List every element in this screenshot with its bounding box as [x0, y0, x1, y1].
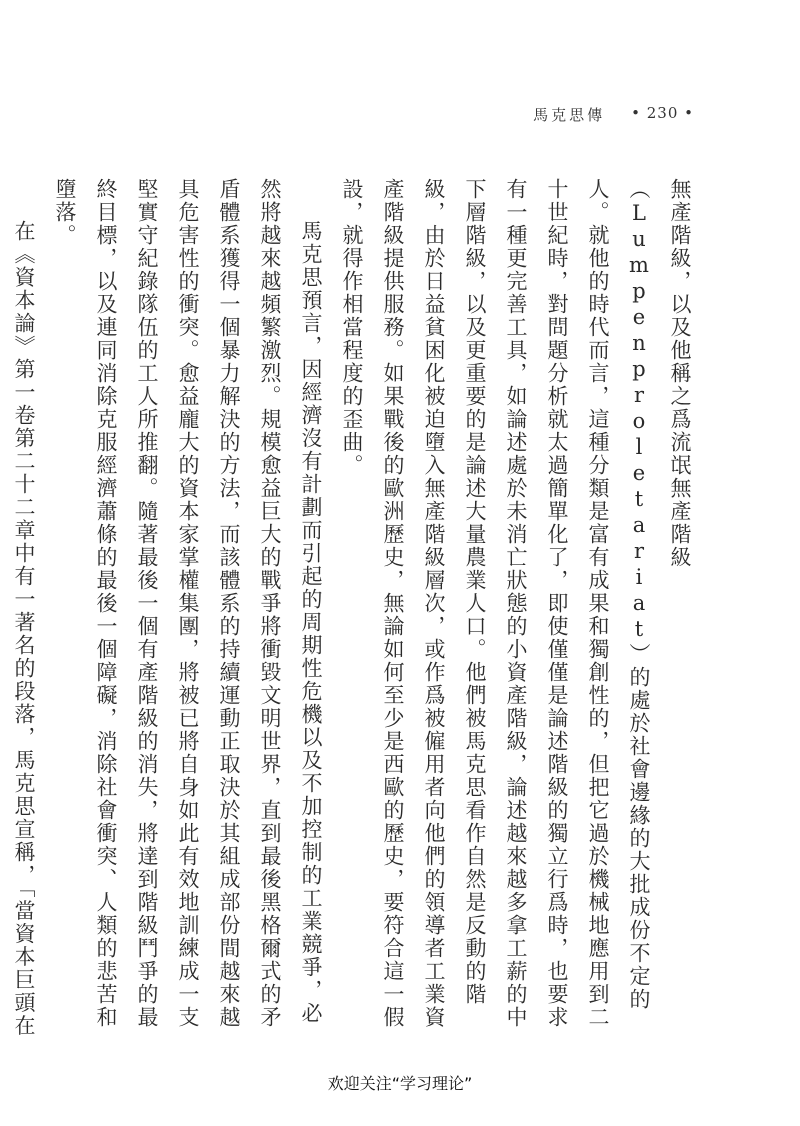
paragraph-2: 馬克思預言，因經濟沒有計劃而引起的周期性危機以及不加控制的工業競爭，必然將越來越頻繁激烈。規模愈益巨大的戰爭將衝毀文明世界，直到最後黑格爾式的矛盾體系獲得一個暴力解決的方法，而該體系的持續運動正取決於其組成部份間越來越具危害性的衝突。愈益龐大的資本家掌權集團，將被已將自身如此有效地訓練成一支堅實守紀錄隊伍的工人所推翻。隨著最後一個有產階級的消失，將達到階級鬥爭的最終目標，以及連同消除克服經濟蕭條的最後一個障礙，消除社會衝突、人類的悲苦和墮落。	[53, 178, 323, 1029]
running-header	[533, 104, 694, 125]
body-text	[12, 178, 700, 1040]
paragraph-3: 在《資本論》第一卷第二十二章中有一著名的段落，馬克思宣稱，「當資本巨頭在	[12, 220, 36, 1038]
page-number: • 230 •	[631, 104, 694, 122]
footer-watermark: 欢迎关注“学习理论”	[327, 1074, 473, 1093]
book-title: 馬克思傳	[533, 106, 606, 124]
paragraph-1: 無產階級，以及他稱之爲流氓無產階級（Lumpenproletariat）的處於社會邊緣的大批成份不定的人。就他的時代而言，這種分類是富有成果和獨創性的，但把它過於機械地應用到二十世紀時，對問題分析就太過簡單化了，即使僅僅是論述階級的獨立行爲時，也要求有一種更完善工具，如論述處於未消亡狀態的小資產階級，論述越來越多拿工薪的中下層階級，以及更重要的是論述大量農業人口。他們被馬克思看作自然是反動的階級，由於日益貧困化被迫墮入無產階級層次，或作爲被僱用者向他們的領導者工業資產階級提供服務。如果戰後的歐洲歷史，無論如何至少是西歐的歷史，要符合這一假設，就得作相當程度的歪曲。	[340, 178, 692, 1029]
